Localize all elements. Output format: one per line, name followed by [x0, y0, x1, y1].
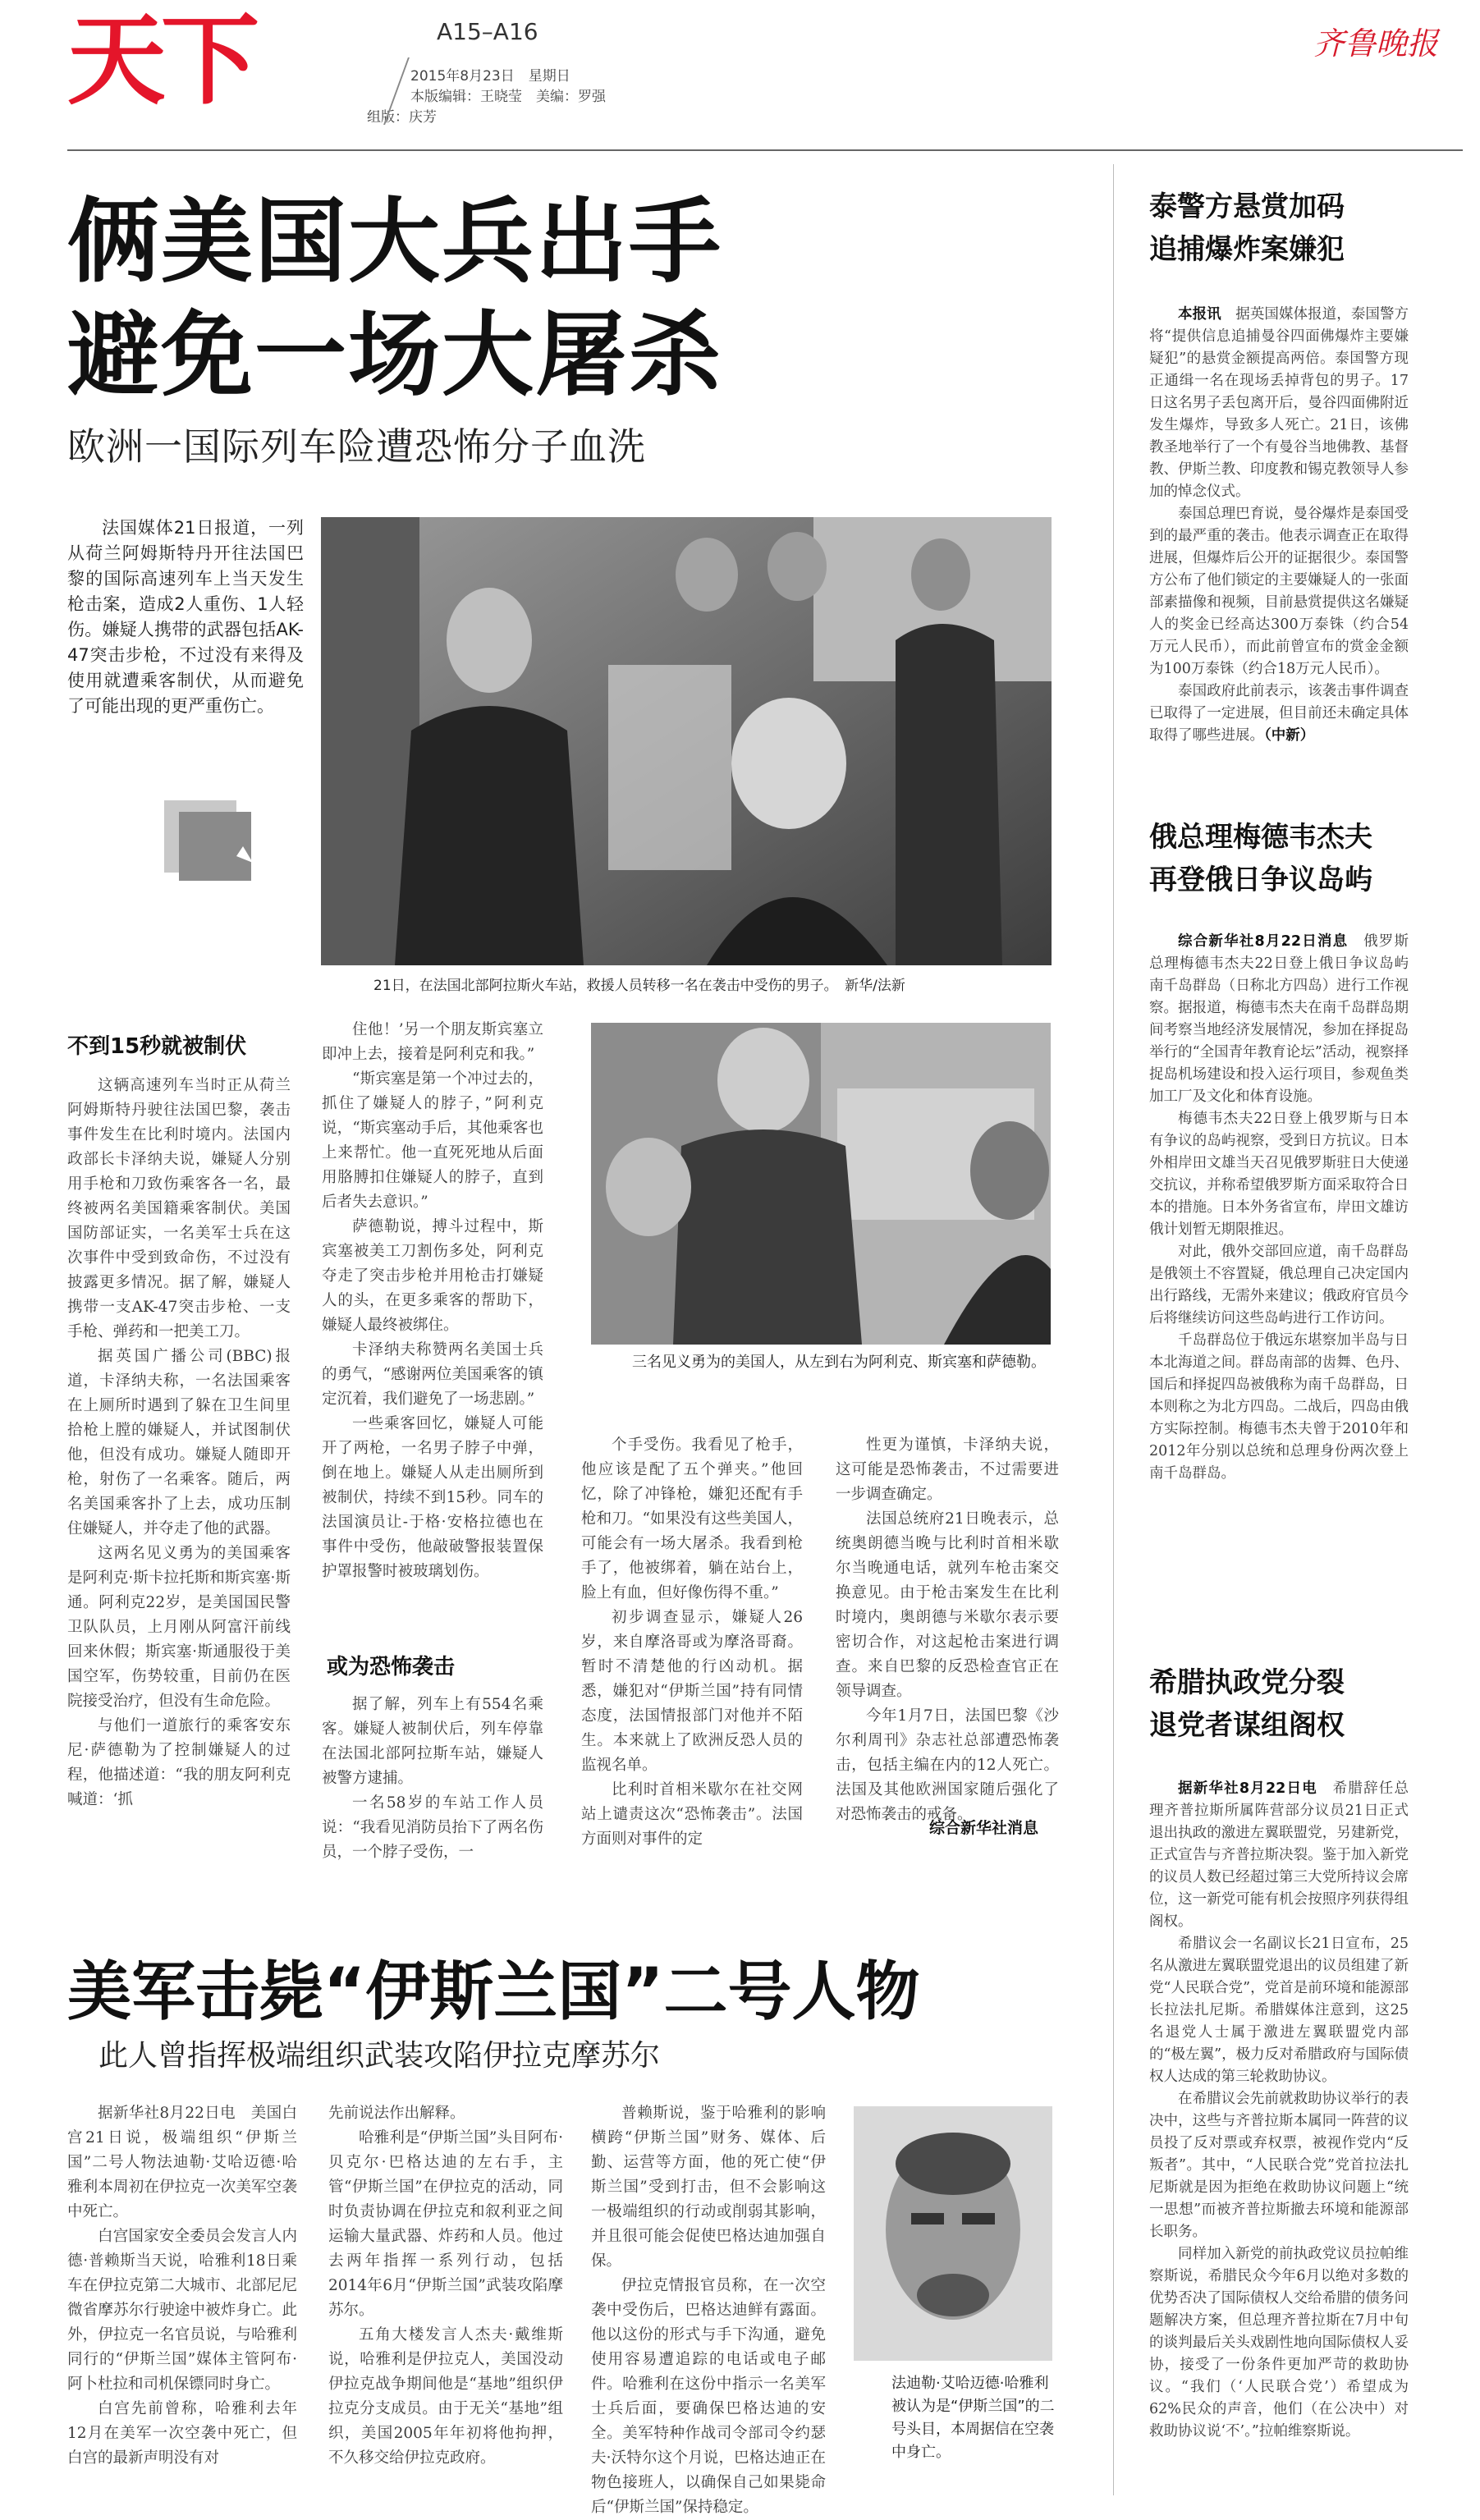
section-title: 天下 [67, 4, 254, 118]
section1-heading: 不到15秒就被制伏 [67, 1034, 247, 1059]
rescue-photo [321, 517, 1052, 965]
lead-body-col2 [322, 1018, 543, 1647]
lead-col3-p3: 比利时首相米歇尔在社交网站上谴责这次“恐怖袭击”。法国方面则对事件的定 [581, 1781, 803, 1848]
lead-col3-p2: 初步调查显示，嫌疑人26岁，来自摩洛哥或为摩洛哥裔。暂时不清楚他的行凶动机。据悉，嫌犯对“伊斯兰国”持有同情态度，法国情报部门对他并不陌生。本来就上了欧洲反恐人员的监视名单。 [581, 1609, 803, 1774]
second-subheadline: 此人曾指挥极端组织武装攻陷伊拉克摩苏尔 [99, 2039, 661, 2073]
section2-heading: 或为恐怖袭击 [327, 1655, 456, 1679]
brief2-title-line2: 再登俄日争议岛屿 [1149, 864, 1372, 896]
brief1-p1: 据英国媒体报道，泰国警方将“提供信息追捕曼谷四面佛爆炸主要嫌疑犯”的悬赏金额提高两倍。泰国警方现正通缉一名在现场丢掉背包的男子。17日这名男子丢包离开后，曼谷四面佛附近发生爆炸，导致多人死亡。21日，该佛教圣地举行了一个有曼谷当地佛教、基督教、伊斯兰教、印度教和锡克教领导人参加的悼念仪式。 [1149, 306, 1409, 500]
brief2-lead: 综合新华社8月22日消息 [1178, 933, 1349, 950]
brief1-title-line2: 追捕爆炸案嫌犯 [1149, 233, 1345, 266]
lead-headline [67, 186, 722, 412]
second-col1-p2: 白宫国家安全委员会发言人内德·普赖斯当天说，哈雅利18日乘车在伊拉克第二大城市、北部尼尼微省摩苏尔行驶途中被炸身亡。此外，伊拉克一名官员说，与哈雅利同行的“伊斯兰国”媒体主管阿布·阿卜杜拉和司机保镖同时身亡。 [67, 2228, 297, 2393]
heroes-photo-image [591, 1023, 1051, 1345]
lead-col2-p4: 卡泽纳夫称赞两名美国士兵的勇气，“感谢两位美国乘客的镇定沉着，我们避免了一场悲剧。” [322, 1341, 543, 1408]
heroes-photo [591, 1023, 1051, 1345]
brief3-title [1149, 1661, 1345, 1747]
lead-col1-p1: 这辆高速列车当时正从荷兰阿姆斯特丹驶往法国巴黎，袭击事件发生在比利时境内。法国内政部长卡泽纳夫说，嫌疑人分别用手枪和刀致伤乘客各一名，最终被两名美国籍乘客制伏。美国国防部证实，一名美军士兵在这次事件中受到致命伤，不过没有披露更多情况。据了解，嫌疑人携带一支AK-47突击步枪、一支手枪、弹药和一把美工刀。 [67, 1077, 291, 1340]
brief1-p3: 泰国政府此前表示，该袭击事件调查已取得了一定进展，但目前还未确定具体取得了哪些进展。 [1149, 683, 1409, 744]
lead-col3-p1: 个手受伤。我看见了枪手，他应该是配了五个弹夹。”他回忆，除了冲锋枪，嫌犯还配有手枪和刀。“如果没有这些美国人，可能会有一场大屠杀。我看到枪手了，他被绑着，躺在站台上，脸上有血，但好像伤得不重。” [581, 1436, 803, 1601]
second-col2-p3: 五角大楼发言人杰夫·戴维斯说，哈雅利是伊拉克人，美国没动伊拉克战争期间他是“基地”组织伊拉克分支成员。由于无关“基地”组织，美国2005年年初将他拘押，不久移交给伊拉克政府。 [328, 2326, 563, 2467]
lead-col2-p2: “斯宾塞是第一个冲过去的，抓住了嫌疑人的脖子，”阿利克说，“斯宾塞动手后，其他乘客也上来帮忙。他一直死死地从后面用胳膊扣住嫌疑人的脖子，直到后者失去意识。” [322, 1070, 543, 1211]
second-col1-p1: 据新华社8月22日电 美国白宫21日说，极端组织“伊斯兰国”二号人物法迪勒·艾哈迈德·哈雅利本周初在伊拉克一次美军空袭中死亡。 [67, 2105, 297, 2220]
brief1-body [1149, 304, 1409, 796]
brief3-body [1149, 1778, 1409, 2495]
lead-col4-p2: 法国总统府21日晚表示，总统奥朗德当晚与比利时首相米歇尔当晚通电话，就列车枪击案交换意见。由于枪击案发生在比利时境内，奥朗德与米歇尔表示要密切合作，对这起枪击案进行调查。来自巴黎的反恐检查官正在领导调查。 [836, 1510, 1059, 1700]
layout-credits: 组版：庆芳 [367, 109, 437, 126]
portrait-caption: 法迪勒·艾哈迈德·哈雅利被认为是“伊斯兰国”的二号头目，本周据信在空袭中身亡。 [891, 2375, 1055, 2461]
heroes-photo-caption: 三名见义勇为的美国人，从左到右为阿利克、斯宾塞和萨德勒。 [632, 1354, 1046, 1371]
lead-subheadline: 欧洲一国际列车险遭恐怖分子血洗 [67, 424, 646, 469]
brief3-p2: 希腊议会一名副议长21日宣布，25名从激进左翼联盟党退出的议员组建了新党“人民联合党”，党首是前环境和能源部长拉法扎尼斯。希腊媒体注意到，这25名退党人士属于激进左翼联盟党内部的“极左翼”，极力反对希腊政府与国际债权人达成的第三轮救助协议。 [1149, 1936, 1409, 2085]
brief1-byline: （中新） [1264, 727, 1315, 744]
masthead-rule [67, 149, 1463, 151]
lead-headline-line2: 避免一场大屠杀 [67, 302, 722, 409]
brief3-p3: 在希腊议会先前就救助协议举行的表决中，这些与齐普拉斯本属同一阵营的议员投了反对票或弃权票，被视作党内“反叛者”。其中，“人民联合党”党首拉法扎尼斯就是因为拒绝在救助协议问题上“统一思想”而被齐普拉斯撤去环境和能源部长职务。 [1149, 2091, 1409, 2240]
portrait-photo [854, 2106, 1052, 2361]
lead-col2b-p1: 据了解，列车上有554名乘客。嫌疑人被制伏后，列车停靠在法国北部阿拉斯车站，嫌疑人被警方逮捕。 [322, 1696, 543, 1787]
second-col2-p2: 哈雅利是“伊斯兰国”头目阿布·贝克尔·巴格达迪的左右手，主管“伊斯兰国”在伊拉克的活动，同时负责协调在伊拉克和叙利亚之间运输大量武器、炸药和人员。他过去两年指挥一系列行动，包括2014年6月“伊斯兰国”武装攻陷摩苏尔。 [328, 2129, 563, 2319]
second-headline: 美军击毙“伊斯兰国”二号人物 [67, 1955, 920, 2029]
lead-col2b-p2: 一名58岁的车站工作人员说：“我看见消防员抬下了两名伤员，一个脖子受伤，一 [322, 1794, 543, 1861]
second-col3-p2: 伊拉克情报官员称，在一次空袭中受伤后，巴格达迪鲜有露面。他以这份的形式与手下沟通，避免使用容易遭追踪的电话或电子邮件。哈雅利在这份中指示一名美军士兵后面，要确保巴格达迪的安全。美军特种作战司令部司令约瑟夫·沃特尔这个月说，巴格达迪正在物色接班人，以确保自己如果毙命后“伊斯兰国”保持稳定。 [591, 2277, 826, 2516]
brief2-p4: 千岛群岛位于俄远东堪察加半岛与日本北海道之间。群岛南部的齿舞、色丹、国后和择捉四岛被俄称为南千岛群岛，日本则称之为北方四岛。二战后，四岛由俄方实际控制。梅德韦杰夫曾于2010年和2012年分别以总统和总理身份两次登上南千岛群岛。 [1149, 1332, 1409, 1482]
brief2-p3: 对此，俄外交部回应道，南千岛群岛是俄领土不容置疑，俄总理自己决定国内出行路线，无需外来建议；俄政府官员今后将继续访问这些岛屿进行工作访问。 [1149, 1244, 1409, 1326]
lead-intro: 法国媒体21日报道，一列从荷兰阿姆斯特丹开往法国巴黎的国际高速列车上当天发生枪击案，造成2人重伤、1人轻伤。嫌疑人携带的武器包括AK-47突击步枪，不过没有来得及使用就遭乘客制伏，从而避免了可能出现的更严重伤亡。 [67, 518, 304, 716]
second-body-col2 [328, 2101, 563, 2495]
second-col1-p3: 白宫先前曾称，哈雅利去年12月在美军一次空袭中死亡，但白宫的最新声明没有对 [67, 2400, 297, 2467]
newspaper-logo: 齐鲁晚报 [1313, 25, 1439, 62]
lead-col4-p1: 性更为谨慎，卡泽纳夫说，这可能是恐怖袭击，不过需要进一步调查确定。 [836, 1436, 1059, 1503]
editor-credits: 本版编辑：王晓莹 美编：罗强 [410, 89, 606, 105]
second-col3-p1: 普赖斯说，鉴于哈雅利的影响横跨“伊斯兰国”财务、媒体、后勤、运营等方面，他的死亡使“伊斯兰国”受到打击，但不会影响这一极端组织的行动或削弱其影响，并且很可能会促使巴格达迪加强自保。 [591, 2105, 826, 2270]
lead-byline: 综合新华社消息 [929, 1819, 1039, 1837]
lead-body-col2b [322, 1693, 543, 1861]
brief2-title [1149, 816, 1372, 901]
brief3-lead: 据新华社8月22日电 [1178, 1780, 1317, 1797]
brief1-p2: 泰国总理巴育说，曼谷爆炸是泰国受到的最严重的袭击。他表示调查正在取得进展，但爆炸后公开的证据很少。泰国警方公布了他们锁定的主要嫌疑人的一张面部素描像和视频，目前悬赏提供这名嫌疑人的奖金已经高达300万泰铢（约合54万元人民币），而此前曾宣布的赏金金额为100万泰铢（约合18万元人民币）。 [1149, 506, 1409, 677]
lead-body-col4 [836, 1433, 1059, 1823]
lead-col2-p1: 住他！’另一个朋友斯宾塞立即冲上去，接着是阿利克和我。” [322, 1021, 543, 1063]
brief2-p2: 梅德韦杰夫22日登上俄罗斯与日本有争议的岛屿视察，受到日方抗议。日本外相岸田文雄当天召见俄罗斯驻日大使递交抗议，并称希望俄罗斯方面采取符合日本的措施。日本外务省宣布，岸田文雄访俄计划暂无期限推迟。 [1149, 1111, 1409, 1238]
brief3-title-line1: 希腊执政党分裂 [1149, 1666, 1345, 1699]
brief2-body [1149, 931, 1409, 1637]
quote-mark-icon [164, 800, 254, 882]
brief3-title-line2: 退党者谋组阁权 [1149, 1709, 1345, 1742]
lead-col1-p4: 与他们一道旅行的乘客安东尼·萨德勒为了控制嫌疑人的过程，他描述道：“我的朋友阿利克喊道：‘抓 [67, 1717, 291, 1808]
lead-col2-p3: 萨德勒说，搏斗过程中，斯宾塞被美工刀割伤多处，阿利克夺走了突击步枪并用枪击打嫌疑人的头，在更多乘客的帮助下，嫌疑人最终被绑住。 [322, 1218, 543, 1334]
second-col2-p1: 先前说法作出解释。 [328, 2105, 465, 2122]
lead-col1-p3: 这两名见义勇为的美国乘客是阿利克·斯卡拉托斯和斯宾塞·斯通。阿利克22岁，是美国国民警卫队队员，上月刚从阿富汗前线回来休假；斯宾塞·斯通服役于美国空军，伤势较重，目前仍在医院接受治疗，但没有生命危险。 [67, 1545, 291, 1710]
portrait-photo-image [854, 2106, 1052, 2361]
brief1-title [1149, 186, 1345, 271]
lead-col2-p5: 一些乘客回忆，嫌疑人可能开了两枪，一名男子脖子中弹，倒在地上。嫌疑人从走出厕所到被制伏，持续不到15秒。同车的法国演员让-于格·安格拉德也在事件中受伤，他敲破警报装置保护罩报警时被玻璃划伤。 [322, 1415, 543, 1580]
rescue-photo-caption: 21日，在法国北部阿拉斯火车站，救援人员转移一名在袭击中受伤的男子。 新华/法新 [373, 978, 905, 994]
lead-body-col3 [581, 1433, 803, 1848]
lead-col4-p3: 今年1月7日，法国巴黎《沙尔利周刊》杂志社总部遭恐怖袭击，包括主编在内的12人死亡。法国及其他欧洲国家随后强化了对恐怖袭击的戒备。 [836, 1707, 1059, 1823]
page-numbers: A15–A16 [437, 18, 538, 45]
brief3-p4: 同样加入新党的前执政党议员拉帕维察斯说，希腊民众今年6月以绝对多数的优势否决了国际债权人交给希腊的债务问题解决方案，但总理齐普拉斯在7月中旬的谈判最后关头戏剧性地向国际债权人妥协，接受了一份条件更加严苛的救助协议。“我们（‘人民联合党’）希望成为62%民众的声音，他们（在公决中）对救助协议说‘不’。”拉帕维察斯说。 [1149, 2246, 1409, 2440]
issue-date: 2015年8月23日 星期日 [410, 68, 570, 85]
brief3-p1: 希腊辞任总理齐普拉斯所属阵营部分议员21日正式退出执政的激进左翼联盟党，另建新党，正式宣告与齐普拉斯决裂。鉴于加入新党的议员人数已经超过第三大党所持议会席位，这一新党可能有机会按照序列获得组阁权。 [1149, 1780, 1409, 1930]
sidebar-divider [1113, 164, 1114, 2495]
lead-col1-p2: 据英国广播公司(BBC)报道，卡泽纳夫称，一名法国乘客在上厕所时遇到了躲在卫生间里拾枪上膛的嫌疑人，并试图制伏他，但没有成功。嫌疑人随即开枪，射伤了一名乘客。随后，两名美国乘客扑了上去，成功压制住嫌疑人，并夺走了他的武器。 [67, 1348, 291, 1537]
lead-body-col1 [67, 1074, 291, 1837]
second-body-col3 [591, 2101, 826, 2516]
brief2-p1: 俄罗斯总理梅德韦杰夫22日登上俄日争议岛屿南千岛群岛（日称北方四岛）进行工作视察。据报道，梅德韦杰夫在南千岛群岛期间考察当地经济发展情况，参加在择捉岛举行的“全国青年教育论坛”活动，视察择捉岛机场建设和投入运行项目，参观鱼类加工厂及文化和体育设施。 [1149, 933, 1409, 1105]
brief1-title-line1: 泰警方悬赏加码 [1149, 190, 1345, 223]
second-body-col1 [67, 2101, 297, 2495]
lead-headline-line1: 俩美国大兵出手 [67, 189, 722, 296]
brief1-lead: 本报讯 [1178, 306, 1221, 323]
brief2-title-line1: 俄总理梅德韦杰夫 [1149, 821, 1372, 854]
rescue-photo-image [321, 517, 1052, 965]
